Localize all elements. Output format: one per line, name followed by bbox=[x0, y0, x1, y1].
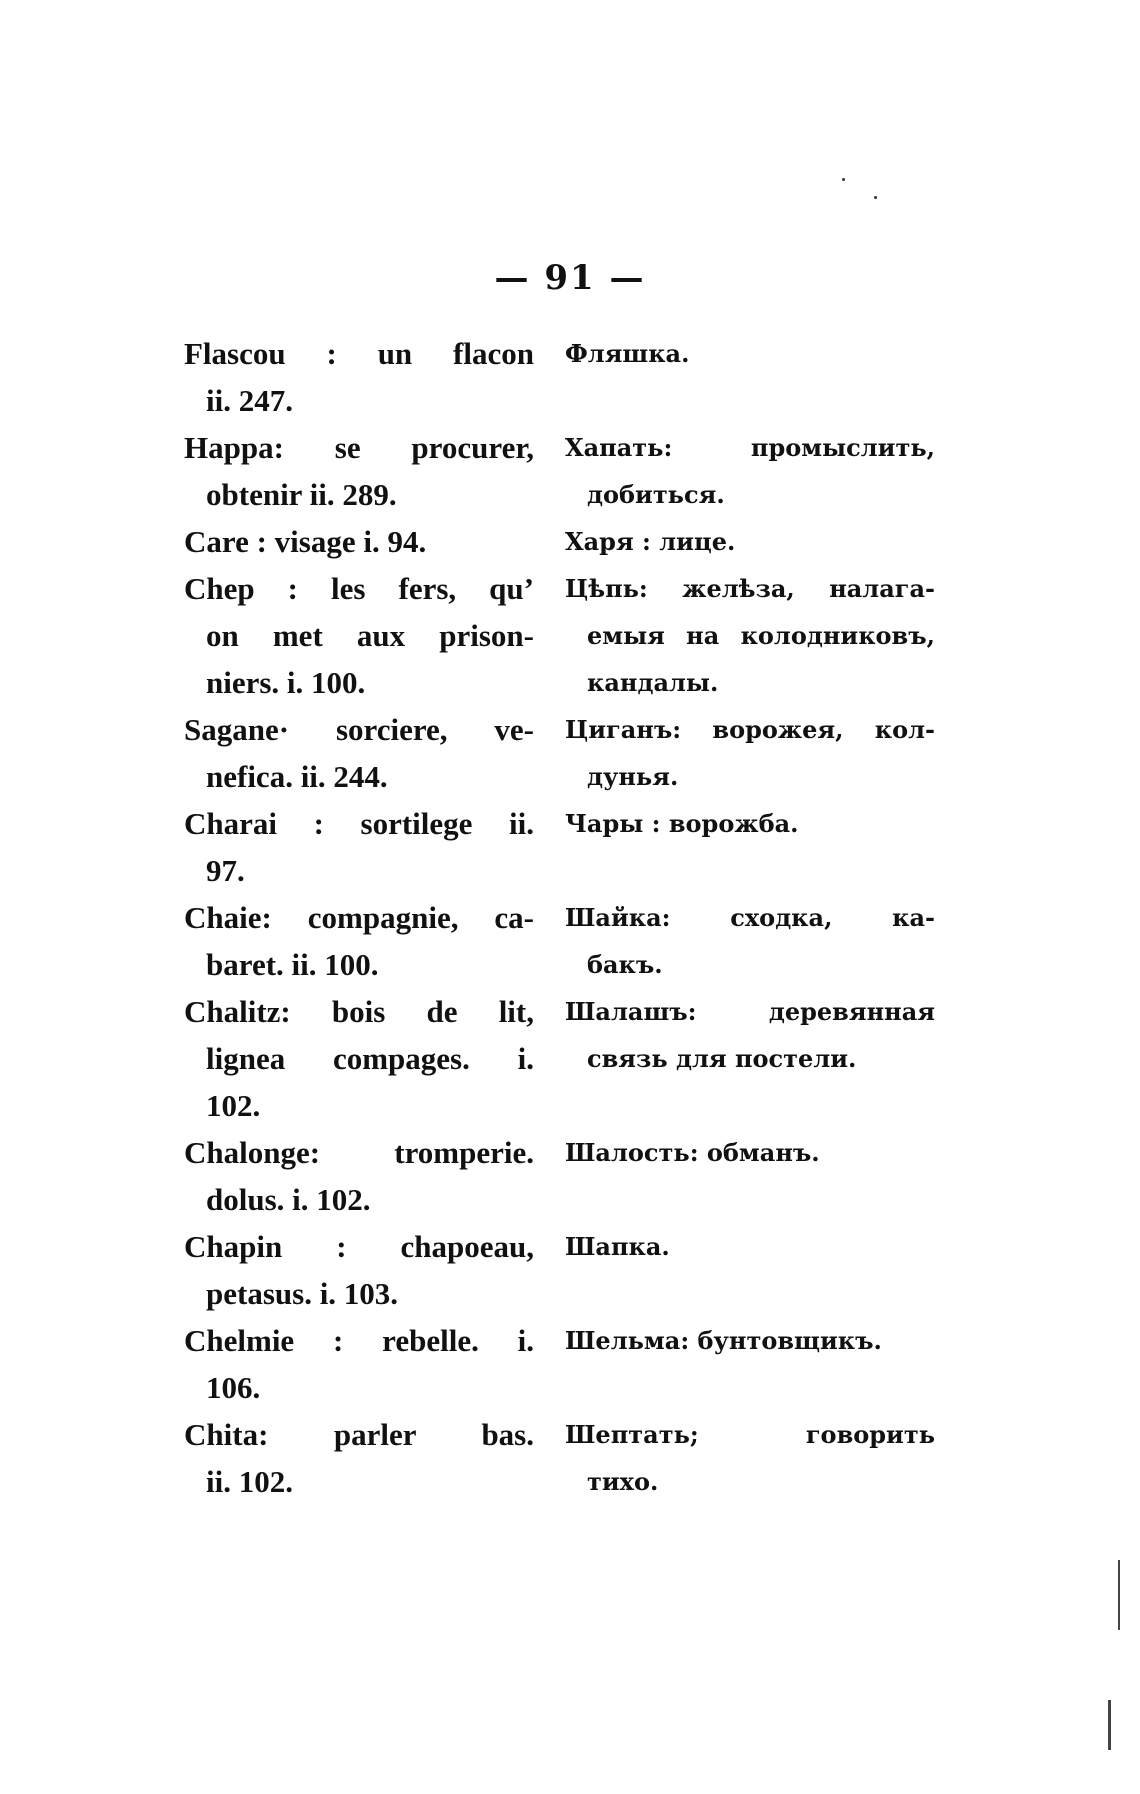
russian-definition bbox=[565, 1129, 935, 1176]
french-line: Flascou : un flacon bbox=[184, 336, 534, 371]
scan-speck bbox=[842, 178, 845, 181]
french-line: Chapin : chapoeau, bbox=[184, 1229, 534, 1264]
french-line: ii. 102. bbox=[206, 1464, 293, 1499]
russian-line: дунья. bbox=[587, 762, 679, 791]
french-line: ii. 247. bbox=[206, 383, 293, 418]
french-line: on met aux prison- bbox=[206, 618, 534, 653]
french-line: lignea compages. i. bbox=[206, 1041, 534, 1076]
glossary-entry bbox=[0, 330, 1140, 424]
french-definition bbox=[184, 565, 534, 706]
french-line: 97. bbox=[206, 853, 245, 888]
russian-definition bbox=[565, 330, 935, 377]
french-line: 106. bbox=[206, 1370, 261, 1405]
french-line: Charai : sortilege ii. bbox=[184, 806, 534, 841]
russian-definition bbox=[565, 1223, 935, 1270]
french-line: Happa: se procurer, bbox=[184, 430, 534, 465]
glossary-entry bbox=[0, 894, 1140, 988]
french-line: baret. ii. 100. bbox=[206, 947, 379, 982]
russian-line: Цѣпь: желѣза, налага- bbox=[565, 574, 935, 603]
russian-line: добиться. bbox=[587, 480, 725, 509]
glossary-entry bbox=[0, 565, 1140, 706]
russian-definition bbox=[565, 424, 935, 518]
glossary-entry bbox=[0, 1411, 1140, 1505]
french-definition bbox=[184, 706, 534, 800]
french-definition bbox=[184, 1411, 534, 1505]
russian-definition bbox=[565, 894, 935, 988]
french-line: niers. i. 100. bbox=[206, 665, 366, 700]
french-definition bbox=[184, 988, 534, 1129]
russian-line: Фляшка. bbox=[565, 339, 690, 368]
russian-line: тихо. bbox=[587, 1467, 659, 1496]
russian-line: Чары : ворожба. bbox=[565, 809, 799, 838]
french-definition bbox=[184, 1223, 534, 1317]
french-definition bbox=[184, 424, 534, 518]
russian-definition bbox=[565, 518, 935, 565]
russian-definition bbox=[565, 565, 935, 706]
french-line: Care : visage i. 94. bbox=[184, 524, 427, 559]
glossary-entry bbox=[0, 424, 1140, 518]
glossary-entry bbox=[0, 1317, 1140, 1411]
french-line: nefica. ii. 244. bbox=[206, 759, 388, 794]
scan-speck bbox=[1108, 1700, 1111, 1750]
glossary-entry bbox=[0, 800, 1140, 894]
glossary-entry bbox=[0, 988, 1140, 1129]
russian-line: Шапка. bbox=[565, 1232, 670, 1261]
russian-line: Шалость: обманъ. bbox=[565, 1138, 820, 1167]
french-definition bbox=[184, 894, 534, 988]
french-line: petasus. i. 103. bbox=[206, 1276, 399, 1311]
french-line: Chita: parler bas. bbox=[184, 1417, 534, 1452]
french-line: Chelmie : rebelle. i. bbox=[184, 1323, 534, 1358]
glossary-entry bbox=[0, 1129, 1140, 1223]
french-definition bbox=[184, 330, 534, 424]
russian-definition bbox=[565, 1411, 935, 1505]
french-line: Sagane· sorciere, ve- bbox=[184, 712, 534, 747]
russian-line: Шельма: бунтовщикъ. bbox=[565, 1326, 882, 1355]
french-line: dolus. i. 102. bbox=[206, 1182, 371, 1217]
russian-line: связь для постели. bbox=[587, 1044, 857, 1073]
french-definition bbox=[184, 1317, 534, 1411]
french-line: obtenir ii. 289. bbox=[206, 477, 397, 512]
scan-speck bbox=[1118, 1560, 1120, 1630]
russian-line: Циганъ: ворожея, кол- bbox=[565, 715, 935, 744]
russian-definition bbox=[565, 1317, 935, 1364]
french-definition bbox=[184, 518, 534, 565]
french-line: Chep : les fers, qu’ bbox=[184, 571, 534, 606]
french-line: Chaie: compagnie, ca- bbox=[184, 900, 534, 935]
french-definition bbox=[184, 800, 534, 894]
french-line: 102. bbox=[206, 1088, 261, 1123]
russian-line: емыя на колодниковъ, bbox=[587, 621, 935, 650]
french-line: Chalonge: tromperie. bbox=[184, 1135, 534, 1170]
scan-speck bbox=[874, 196, 877, 199]
russian-line: кандалы. bbox=[587, 668, 719, 697]
russian-line: Хапать: промыслить, bbox=[565, 433, 935, 462]
russian-line: Шалашъ: деревянная bbox=[565, 997, 935, 1026]
page-number: — 91 — bbox=[494, 258, 646, 298]
glossary-entry bbox=[0, 706, 1140, 800]
glossary-entry bbox=[0, 518, 1140, 565]
french-definition bbox=[184, 1129, 534, 1223]
russian-line: бакъ. bbox=[587, 950, 663, 979]
russian-definition bbox=[565, 800, 935, 847]
russian-line: Шайка: сходка, ка- bbox=[565, 903, 935, 932]
russian-line: Харя : лице. bbox=[565, 527, 736, 556]
russian-line: Шептать; говорить bbox=[565, 1420, 935, 1449]
french-line: Chalitz: bois de lit, bbox=[184, 994, 534, 1029]
russian-definition bbox=[565, 706, 935, 800]
glossary-entry bbox=[0, 1223, 1140, 1317]
russian-definition bbox=[565, 988, 935, 1082]
